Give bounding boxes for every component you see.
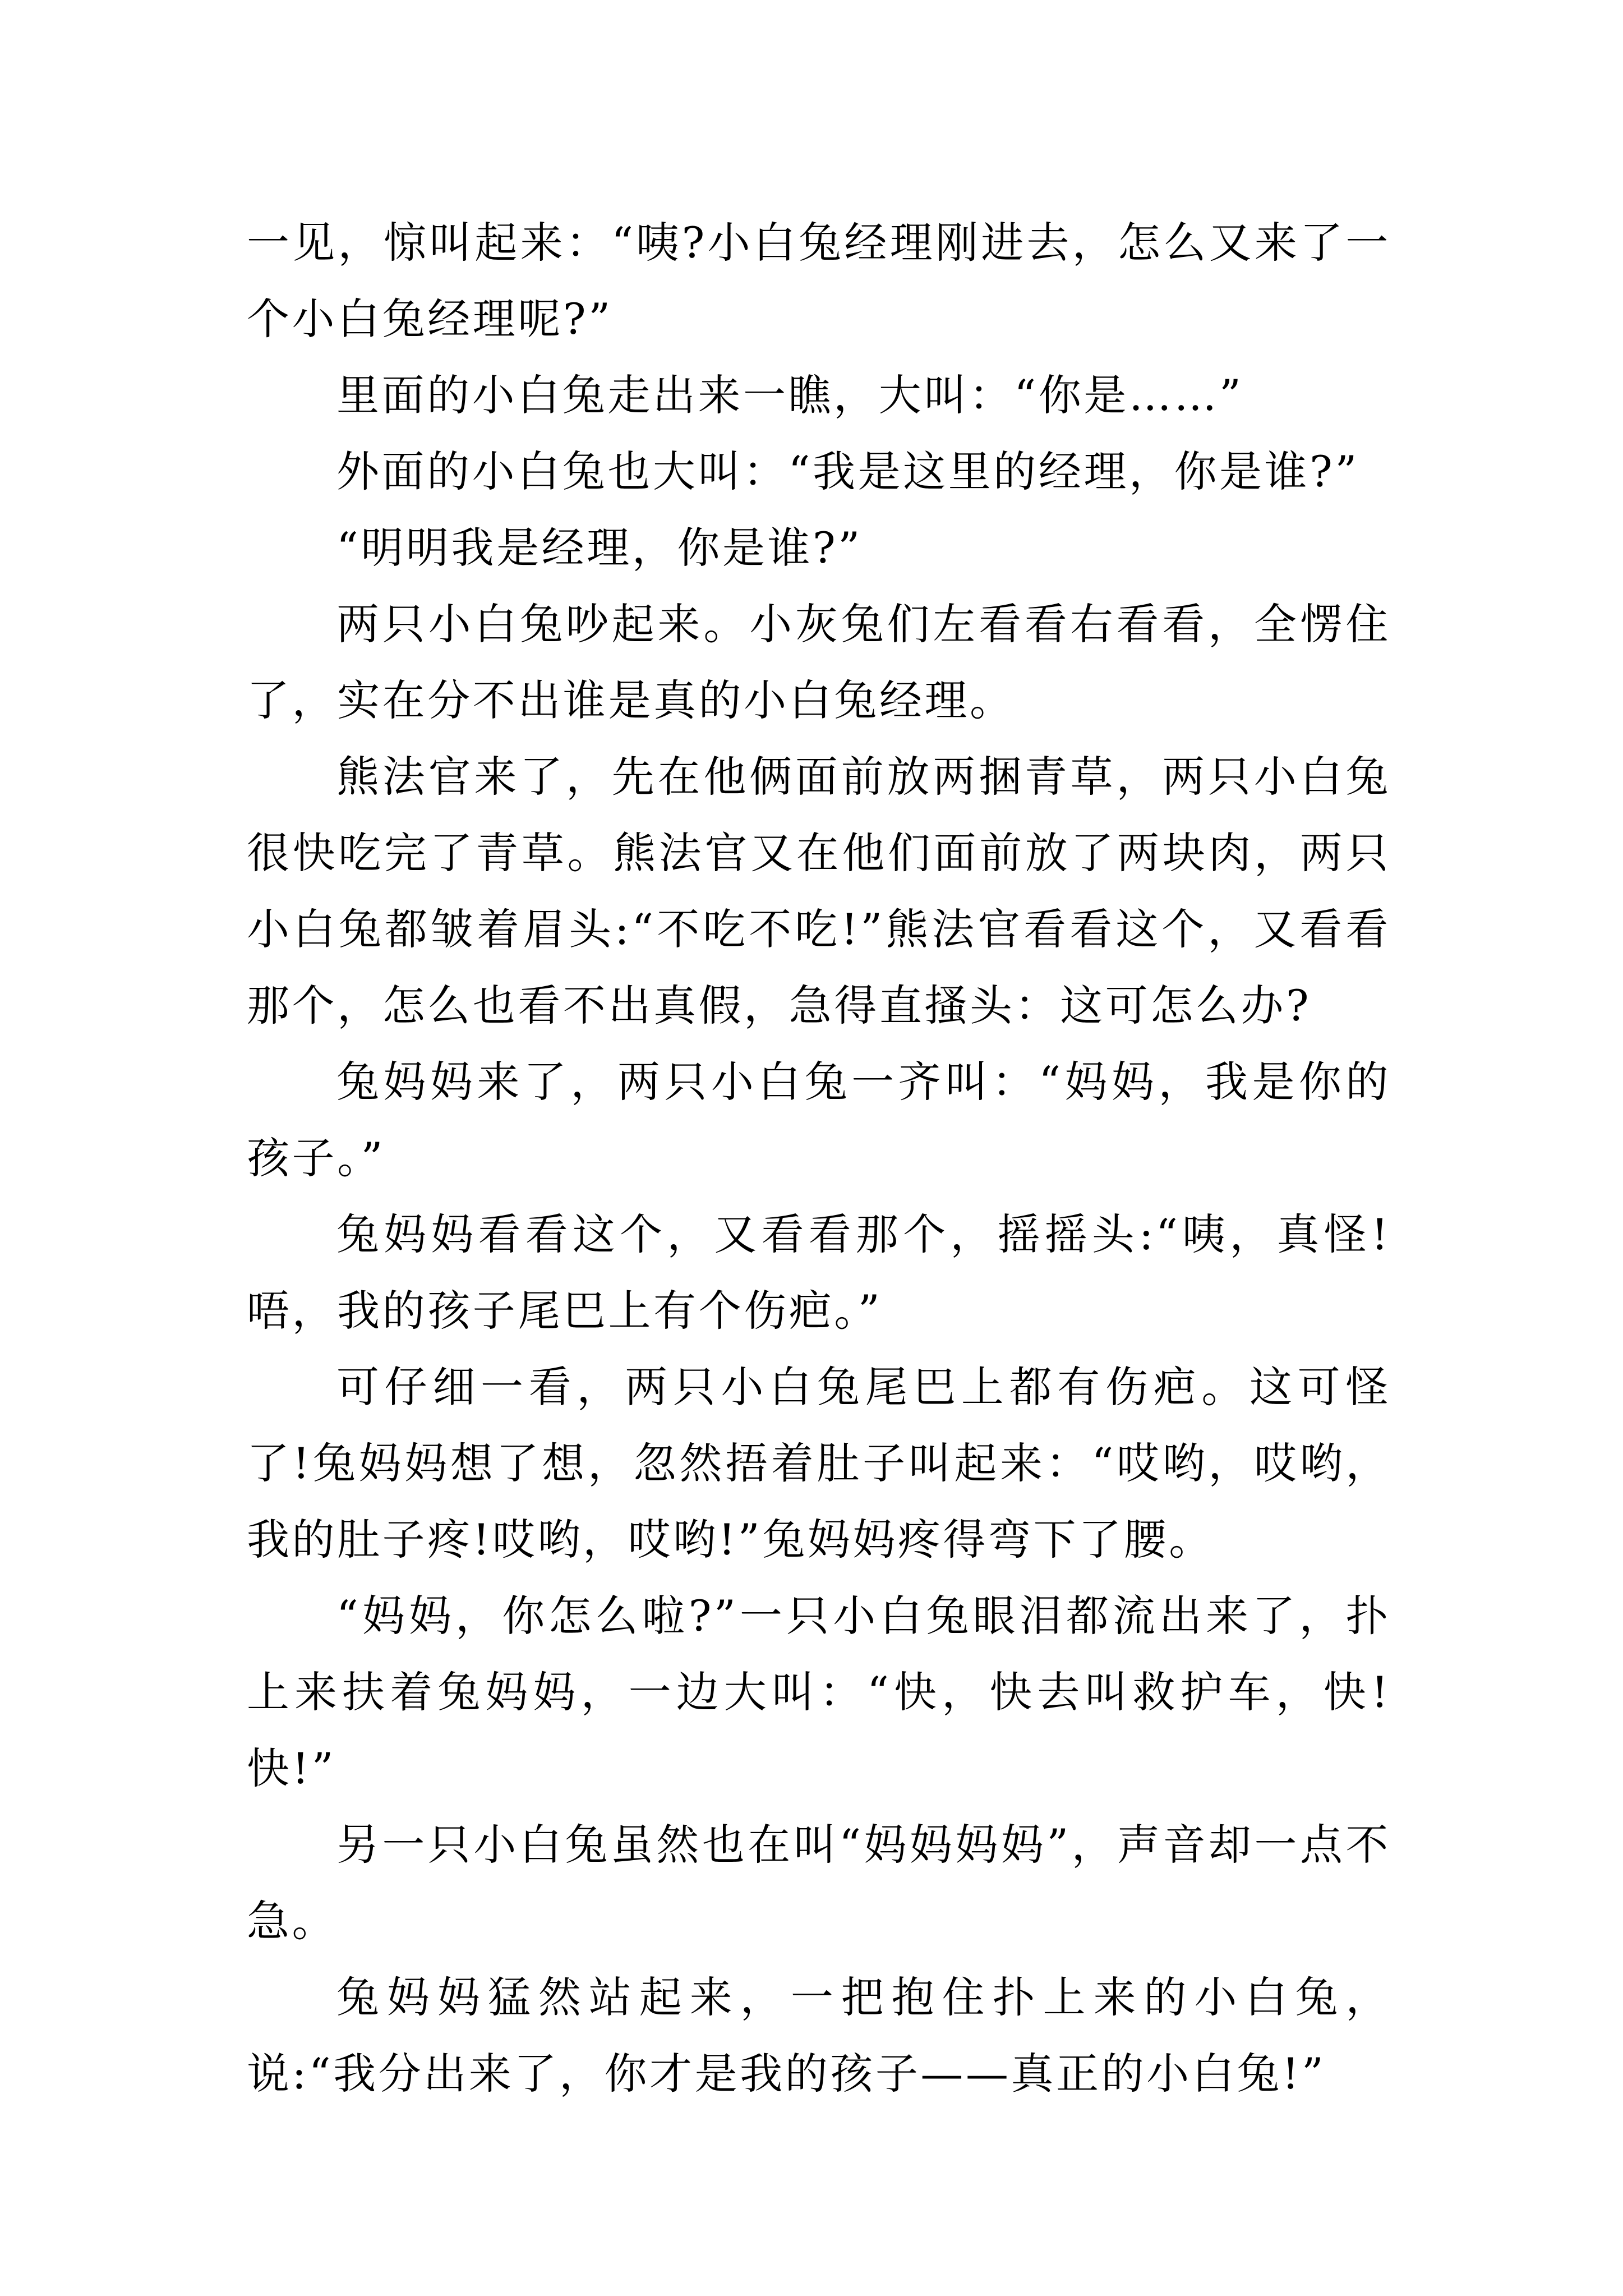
paragraph-9: 可仔细一看，两只小白兔尾巴上都有伤疤。这可怪了!兔妈妈想了想，忽然捂着肚子叫起来：“哎哟，哎哟，我的肚子疼!哎哟，哎哟!”兔妈妈疼得弯下了腰。: [247, 1362, 1391, 1565]
paragraph-11: 另一只小白兔虽然也在叫“妈妈妈妈”，声音却一点不急。: [247, 1820, 1391, 1946]
paragraph-2: 里面的小白兔走出来一瞧，大叫：“你是……”: [336, 370, 1244, 420]
story-text-body: [247, 205, 1391, 2112]
paragraph-6: 熊法官来了，先在他俩面前放两捆青草，两只小白兔很快吃完了青草。熊法官又在他们面前放了两块肉，两只小白兔都皱着眉头:“不吃不吃!”熊法官看看这个，又看看那个，怎么也看不出真假，急得直搔头：这可怎么办?: [247, 752, 1391, 1030]
paragraph-4: “明明我是经理，你是谁?”: [336, 523, 863, 573]
paragraph-3: 外面的小白兔也大叫：“我是这里的经理，你是谁?”: [336, 447, 1359, 496]
paragraph-5: 两只小白兔吵起来。小灰兔们左看看右看看，全愣住了，实在分不出谁是真的小白兔经理。: [247, 599, 1391, 725]
paragraph-7: 兔妈妈来了，两只小白兔一齐叫：“妈妈，我是你的孩子。”: [247, 1057, 1391, 1183]
paragraph-8: 兔妈妈看看这个，又看看那个，摇摇头:“咦，真怪!唔，我的孩子尾巴上有个伤疤。”: [247, 1209, 1391, 1336]
paragraph-12: 兔妈妈猛然站起来，一把抱住扑上来的小白兔，说:“我分出来了，你才是我的孩子——真正的小白兔!”: [247, 1972, 1391, 2099]
paragraph-1: 一见，惊叫起来：“咦?小白兔经理刚进去，怎么又来了一个小白兔经理呢?”: [247, 218, 1391, 344]
paragraph-10: “妈妈，你怎么啦?”一只小白兔眼泪都流出来了，扑上来扶着兔妈妈，一边大叫：“快，快去叫救护车，快!快!”: [247, 1591, 1391, 1793]
